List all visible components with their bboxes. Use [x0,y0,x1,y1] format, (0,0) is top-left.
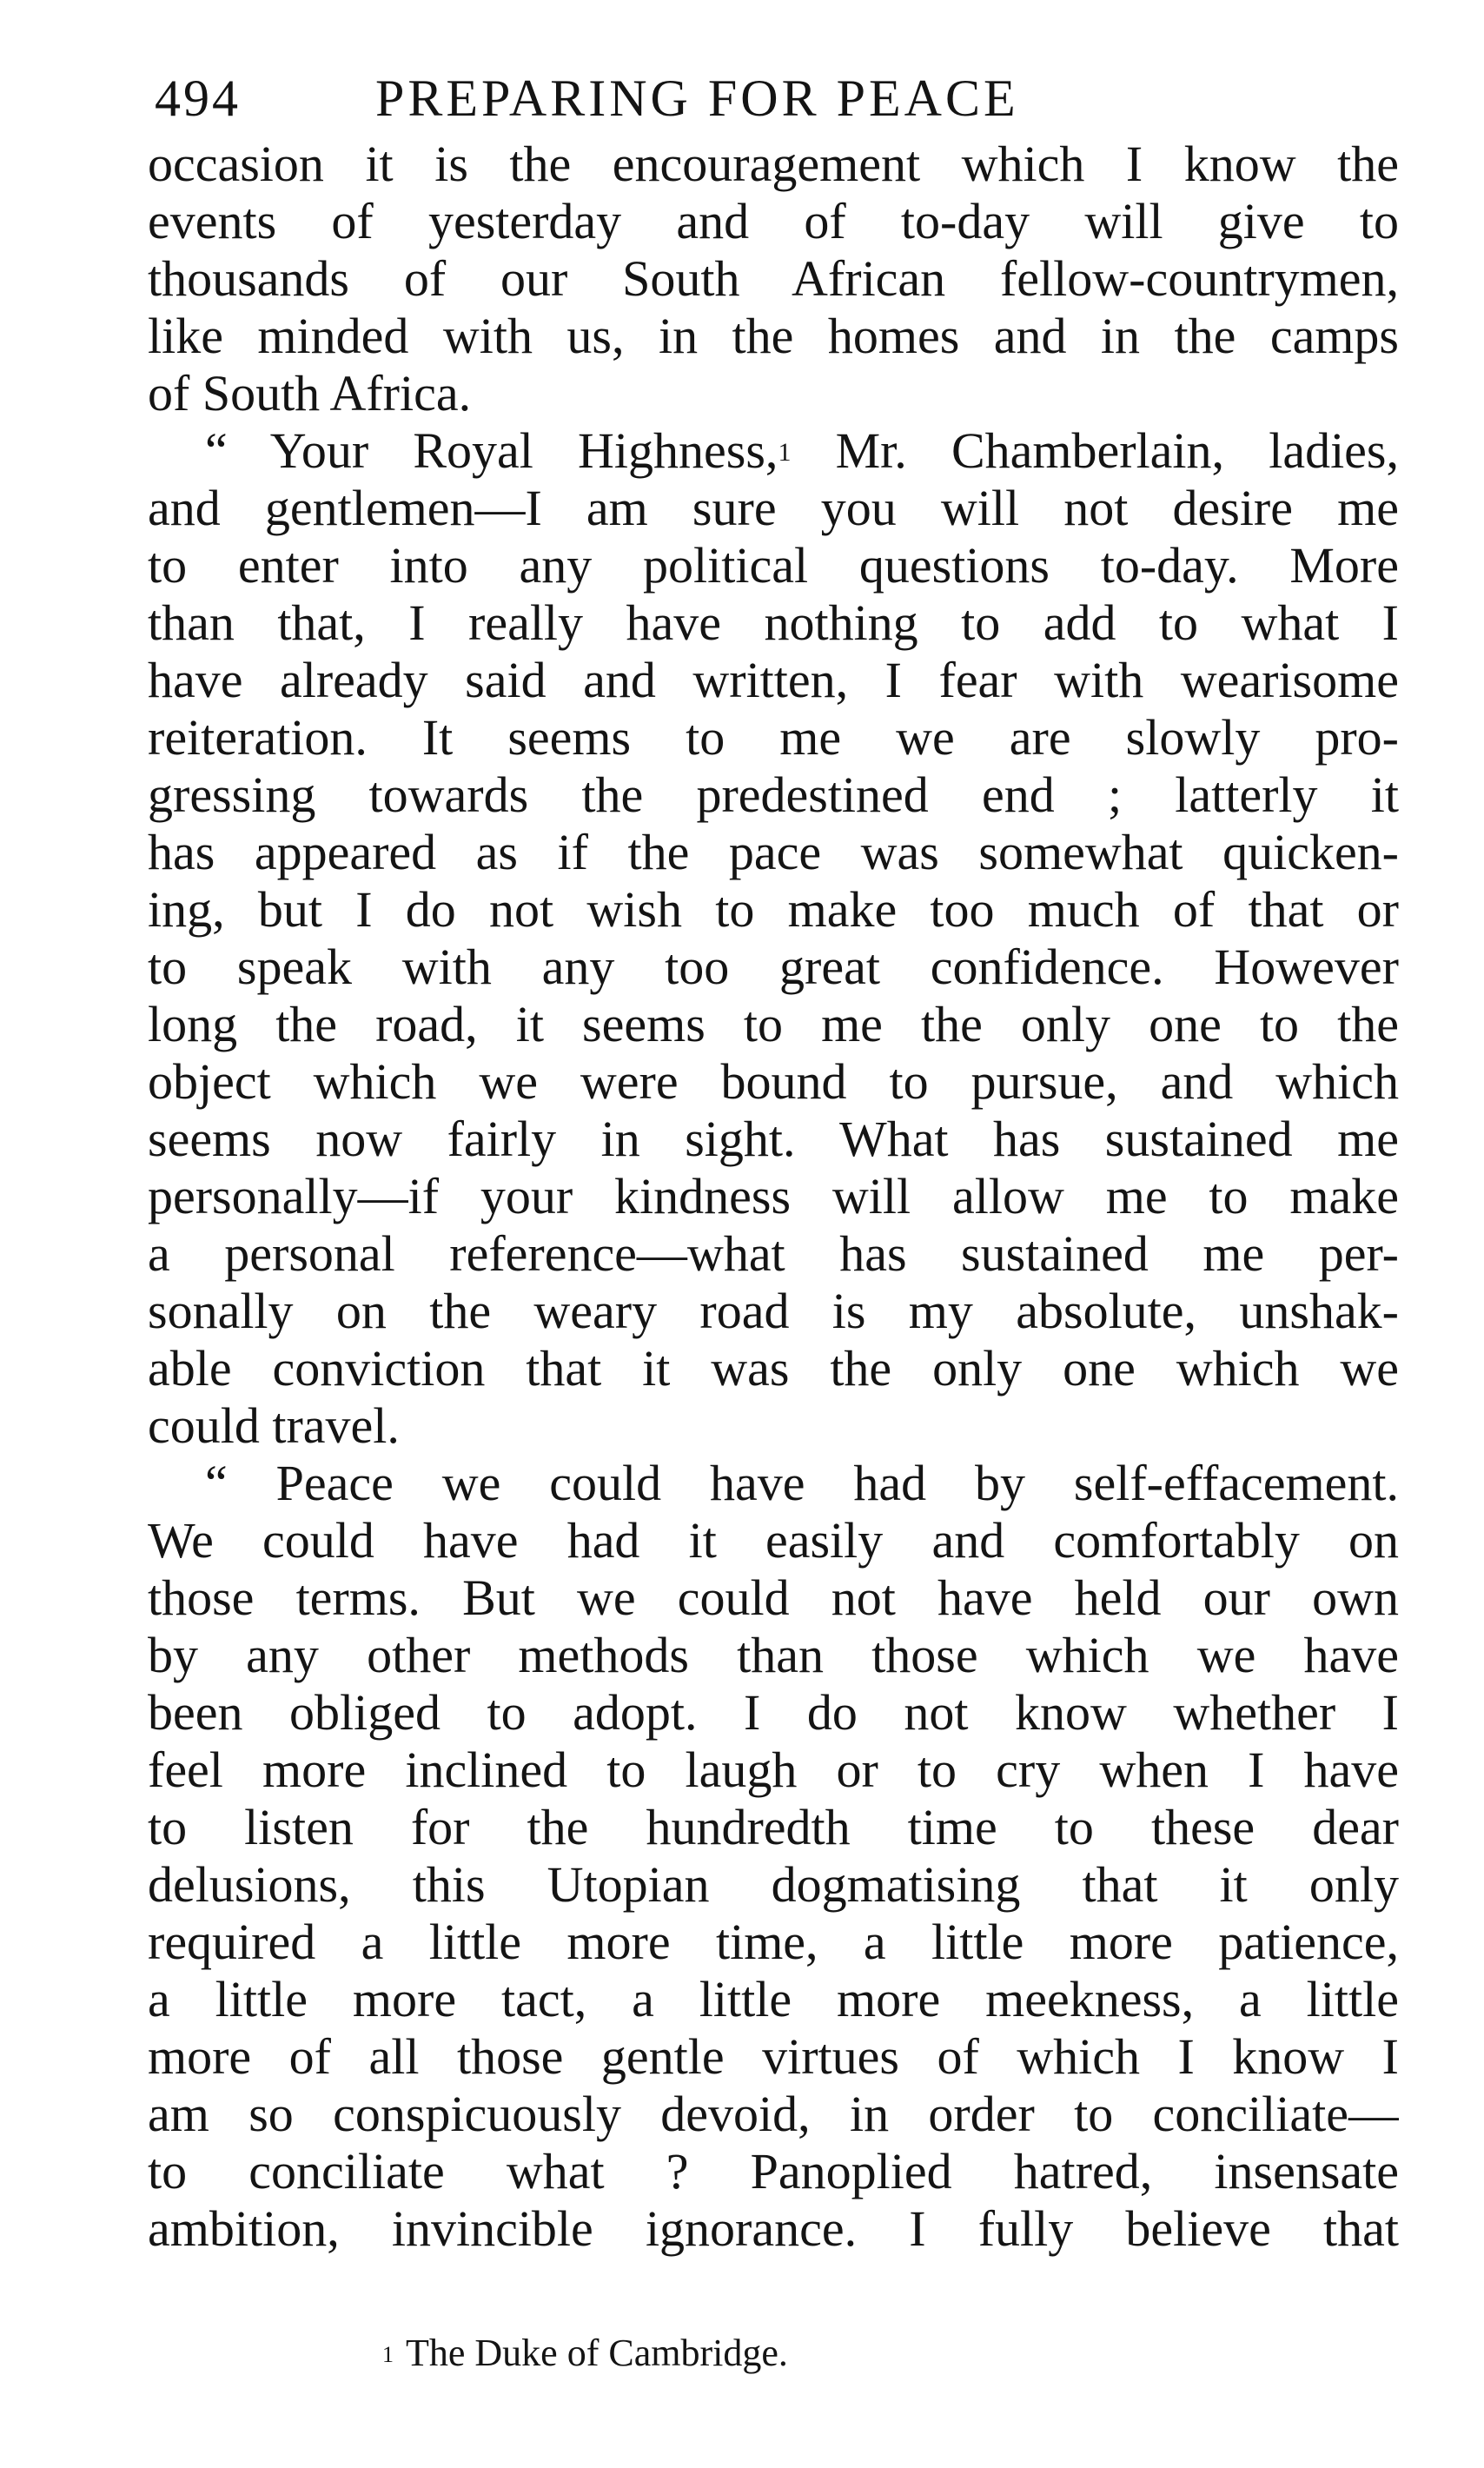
text-line: events of yesterday and of to-day will give to [148,193,1399,249]
text-line: to listen for the hundredth time to these dear [148,1799,1399,1855]
text-line: has appeared as if the pace was somewhat quicken- [148,824,1399,880]
text-line: gressing towards the predestined end ; latterly it [148,766,1399,823]
text-line: feel more inclined to laugh or to cry when I have [148,1742,1399,1798]
text-line: been obliged to adopt. I do not know whether I [148,1684,1399,1741]
text-line: those terms. But we could not have held our own [148,1569,1399,1626]
text-line: more of all those gentle virtues of which I know I [148,2028,1399,2085]
text-line: sonally on the weary road is my absolute, unshak- [148,1283,1399,1339]
text-line: delusions, this Utopian dogmatising that it only [148,1856,1399,1913]
text-line: to speak with any too great confidence. However [148,939,1399,995]
body-text [148,136,1399,2258]
text-line: than that, I really have nothing to add to what I [148,594,1399,651]
text-line: long the road, it seems to me the only one to the [148,996,1399,1052]
text-line: a little more tact, a little more meekness, a little [148,1971,1399,2027]
paragraph-3 [148,1455,1399,2258]
running-head [148,61,1399,136]
text-line: of South Africa. [148,365,472,421]
text-fragment: Mr. Chamberlain, ladies, [791,422,1399,479]
text-line: a personal reference—what has sustained me per- [148,1225,1399,1282]
text-line: seems now fairly in sight. What has sustained me [148,1111,1399,1167]
book-page [148,61,1399,2258]
footnote-reference: 1 [778,438,792,467]
text-line: have already said and written, I fear with wearisome [148,652,1399,708]
text-line: and gentlemen—I am sure you will not desire me [148,480,1399,536]
text-line: by any other methods than those which we have [148,1627,1399,1683]
text-line: to enter into any political questions to-day. More [148,537,1399,594]
text-line: am so conspicuously devoid, in order to conciliate— [148,2086,1399,2142]
text-line: able conviction that it was the only one which we [148,1340,1399,1397]
text-line: We could have had it easily and comfortably on [148,1512,1399,1569]
text-line: to conciliate what ? Panoplied hatred, insensate [148,2143,1399,2199]
text-line: ing, but I do not wish to make too much of that or [148,881,1399,938]
running-title: PREPARING FOR PEACE [375,70,1019,127]
text-line: thousands of our South African fellow-countrymen, [148,250,1399,307]
footnote-mark: 1 [382,2342,394,2367]
text-line: reiteration. It seems to me we are slowly pro- [148,709,1399,766]
text-fragment: “ Your Royal Highness, [205,422,778,479]
text-line-with-footnote-ref [148,422,1399,480]
text-line: personally—if your kindness will allow me to make [148,1168,1399,1224]
page-number: 494 [155,70,241,127]
text-line: like minded with us, in the homes and in the camps [148,308,1399,364]
text-line: “ Peace we could have had by self-effacement. [205,1455,1399,1511]
footnote [382,2329,788,2378]
paragraph-1 [148,136,1399,422]
text-line: object which we were bound to pursue, and which [148,1053,1399,1110]
paragraph-2 [148,422,1399,1455]
text-line: ambition, invincible ignorance. I fully believe that [148,2200,1399,2257]
text-line: could travel. [148,1397,400,1454]
text-line: occasion it is the encouragement which I know the [148,136,1399,192]
text-line: required a little more time, a little more patience, [148,1914,1399,1970]
footnote-text: The Duke of Cambridge. [406,2332,788,2374]
